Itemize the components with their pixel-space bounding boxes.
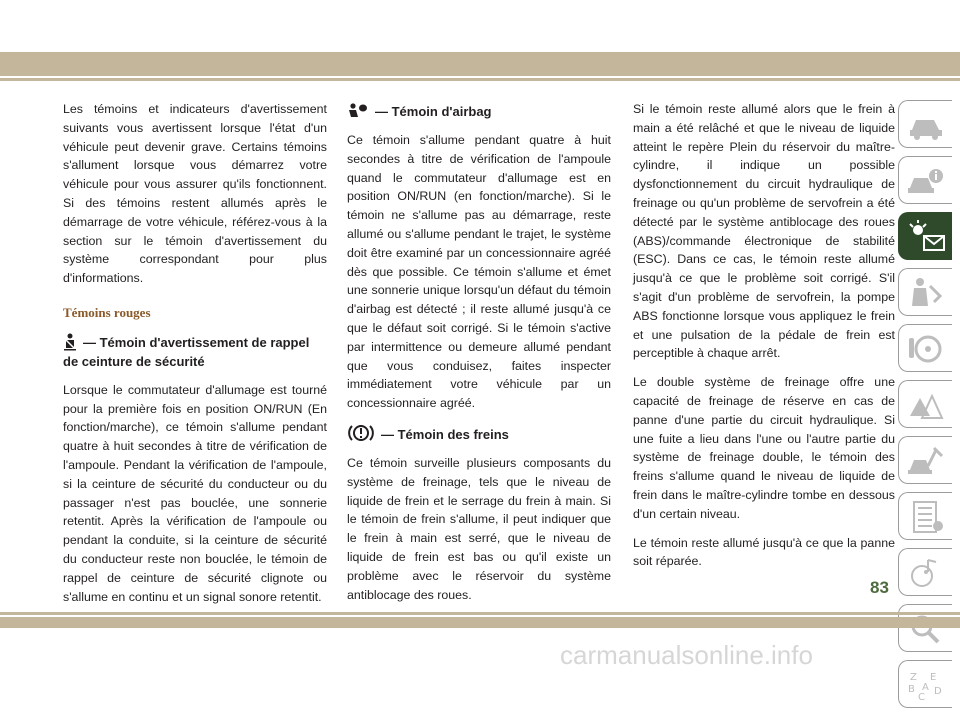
watermark: carmanualsonline.info [560,640,813,670]
emergency-triangle-icon [906,388,946,422]
tab-info[interactable] [898,156,952,204]
checklist-icon [906,500,946,534]
tab-vehicle[interactable] [898,100,952,148]
svg-text:Z: Z [910,672,917,683]
tab-multimedia[interactable] [898,548,952,596]
airbag-body: Ce témoin s'allume pendant quatre à huit secondes à titre de vérification de l'ampoule quand le commutateur d'allumage est en position ON/RUN (en fonction/marche). Si le témoin ne s'allume pas au démarrage, reste allumé ou s'allume pendant le trajet, le système doit être examiné par un concessionnaire agréé dès que possible. Ce témoin s'allume et émet une sonnerie unique lorsqu'un défaut du témoin d'airbag est détecté ; il reste allumé jusqu'à ce que le défaut soit corrigé. Si le témoin s'active par intermittence ou demeure allumé pendant que vous conduisez, faites inspecter immédiatement votre véhicule par un concessionnaire agréé. [347,133,611,411]
column3-paragraph-1: Si le témoin reste allumé alors que le frein à main a été relâché et que le niveau de liquide atteint le repère Plein du réservoir du maître-cylindre, il indique un possible dysfonctionnement du circuit hydraulique de freinage ou qu'un problème de servofrein a été détecté par le système antiblocage des roues (ABS)/commande électronique de stabilité (ESC). Dans ce cas, le témoin reste allumé jusqu'à ce que le problème soit corrigé. S'il s'agit d'un problème de servofrein, la pompe ABS fonctionne lorsque vous appliquez le frein et une pulsation de la pédale de frein est perceptible à chaque arrêt. [633,102,895,361]
column-1 [63,100,327,616]
steering-wheel-icon [906,332,946,366]
column-3 [633,100,895,581]
column3-paragraph-3: Le témoin reste allumé jusqu'à ce que la panne soit réparée. [633,535,895,569]
tab-warning-lights[interactable] [898,212,952,260]
tab-maintenance[interactable] [898,436,952,484]
svg-text:E: E [930,672,937,683]
header-band [0,52,960,76]
footer-rule [0,612,960,615]
tab-index[interactable] [898,660,952,708]
svg-text:A: A [922,682,929,693]
safety-person-icon [906,276,946,310]
airbag-title: — Témoin d'airbag [375,104,492,119]
svg-text:C: C [918,692,925,702]
header-rule [0,78,960,81]
seatbelt-title: — Témoin d'avertissement de rappel de ceinture de sécurité [63,334,310,369]
airbag-heading [347,102,611,121]
brake-title: — Témoin des freins [381,426,509,442]
intro-paragraph: Les témoins et indicateurs d'avertissement suivants vous avertissent lorsque l'état d'un véhicule peut devenir grave. Certains témoins s'allument lorsque vous démarrez votre véhicule pour vous assurer qu'ils fonctionnent. Si des témoins restent allumés après le démarrage de votre véhicule, référez-vous à la section sur le témoin d'avertissement du système correspondant pour plus d'informations. [63,102,327,286]
alphabet-index-icon [906,668,946,702]
footer-band [0,617,960,628]
page-number: 83 [870,578,889,597]
warning-message-icon [906,220,946,254]
column3-paragraph-2: Le double système de freinage offre une capacité de freinage de réserve en cas de panne d'une partie du circuit hydraulique. Si une fuite a lieu dans l'une ou l'autre partie du système de freinage double, le témoin des freins s'allume quand le niveau de liquide de frein dans le maître-cylindre tombe en dessous d'un certain niveau. [633,375,895,521]
tab-driving[interactable] [898,324,952,372]
tab-safety[interactable] [898,268,952,316]
svg-text:D: D [934,686,942,697]
seatbelt-body: Lorsque le commutateur d'allumage est tourné pour la première fois en position ON/RUN (En fonction/marche), ce témoin s'allume pendant quatre à huit secondes à titre de vérification de l'ampoule. Pendant la vérification de l'ampoule, si la ceinture de sécurité du conducteur ou du passager n'est pas bouclée, une sonnerie retentit. Après la vérification de l'ampoule ou pendant la conduite, si la ceinture de sécurité du conducteur reste non bouclée, le témoin de rappel de ceinture de sécurité clignote ou s'allume en continu et un signal sonore retentit. [63,382,327,604]
car-icon [906,108,946,142]
column-2 [347,100,611,614]
wrench-car-icon [906,444,946,478]
seatbelt-icon [63,333,77,351]
airbag-icon [347,102,369,120]
svg-text:B: B [908,684,915,695]
seatbelt-heading [63,333,327,371]
brake-heading [347,423,611,444]
tab-specifications[interactable] [898,492,952,540]
brake-warning-icon [347,423,375,443]
section-title: Témoins rouges [63,304,151,320]
info-car-icon [906,164,946,198]
brake-body: Ce témoin surveille plusieurs composants du système de freinage, tels que le niveau de liquide de frein et le serrage du frein à main. Si le témoin de frein s'allume, il peut indiquer que le frein à main est serré, que le niveau de liquide de frein est bas ou qu'il existe un problème avec le réservoir du système antiblocage des roues. [347,455,611,602]
tab-emergency[interactable] [898,380,952,428]
multimedia-icon [906,556,946,590]
